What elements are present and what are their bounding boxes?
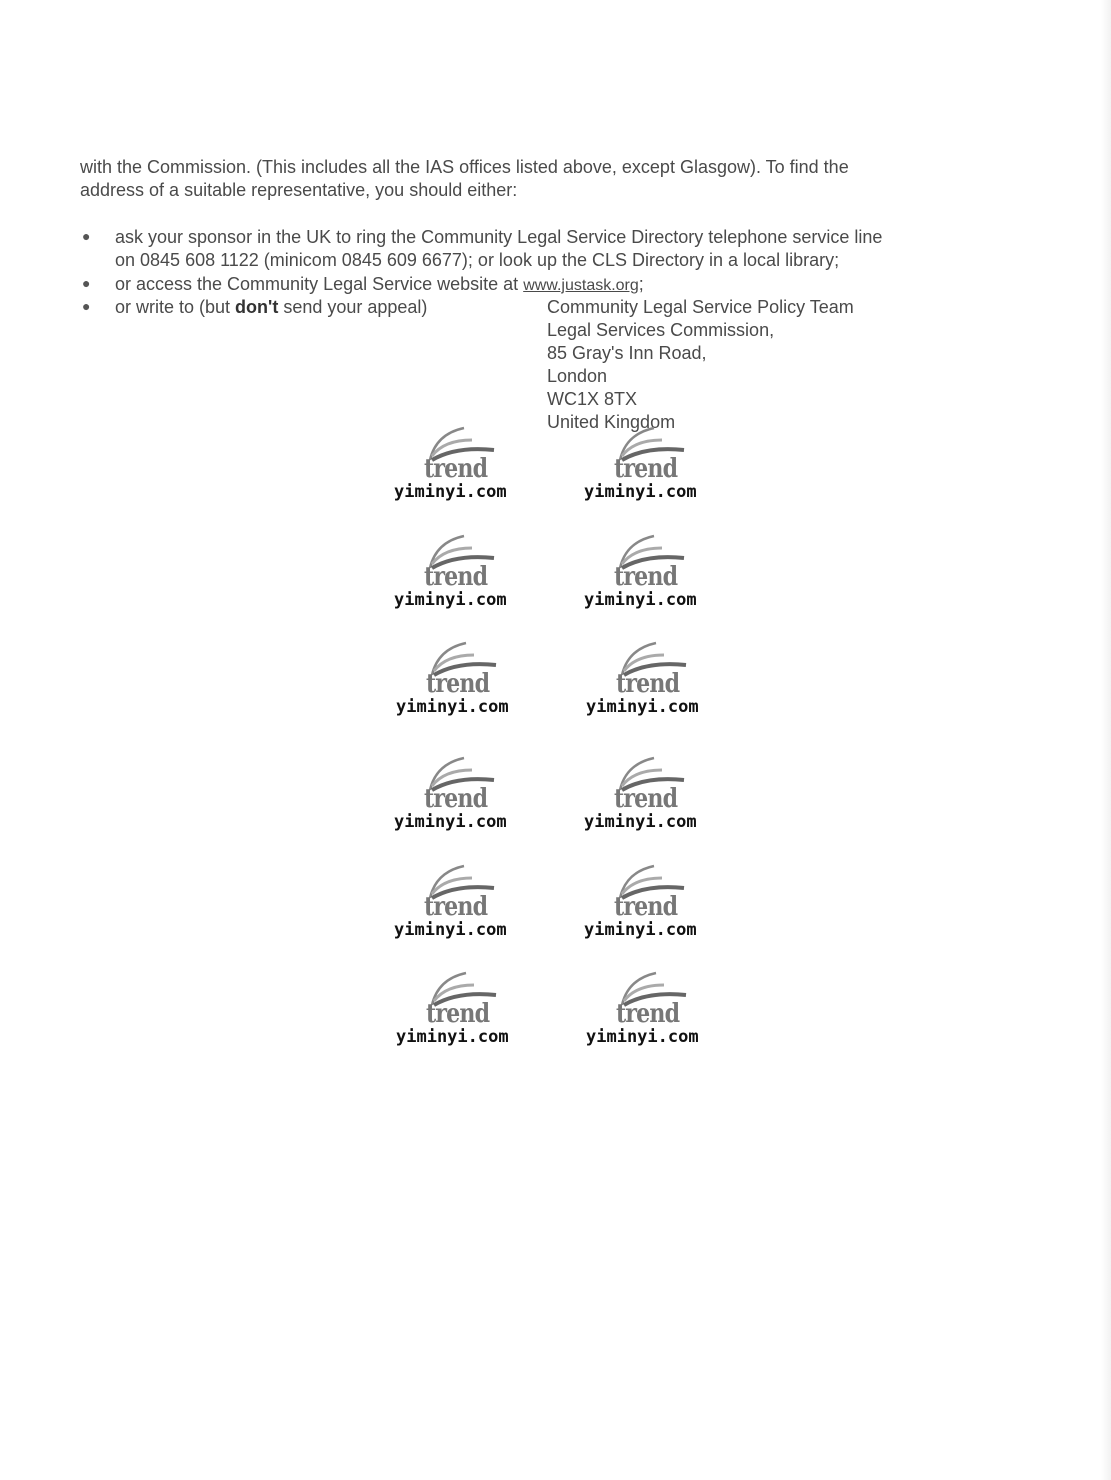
watermark	[584, 426, 724, 516]
watermark	[394, 756, 534, 846]
justask-link[interactable]: www.justask.org	[523, 277, 639, 294]
bullet-3-pre: or write to (but	[115, 297, 236, 317]
watermark	[394, 426, 534, 516]
bullet-icon: ●	[82, 275, 91, 291]
watermark-brand: trend	[614, 892, 678, 922]
watermark-site: yiminyi.com	[394, 812, 507, 832]
scan-edge	[1101, 0, 1111, 1480]
address-line: Legal Services Commission,	[547, 320, 775, 340]
watermark-site: yiminyi.com	[396, 697, 509, 717]
watermark-site: yiminyi.com	[394, 482, 507, 502]
watermark-brand: trend	[424, 892, 488, 922]
watermark	[586, 641, 726, 731]
watermark-site: yiminyi.com	[584, 920, 697, 940]
watermark-brand: trend	[426, 999, 490, 1029]
bullet-3	[115, 296, 427, 318]
watermark-brand: trend	[616, 669, 680, 699]
watermark	[396, 641, 536, 731]
watermark	[584, 864, 724, 954]
address-line: London	[547, 366, 608, 386]
watermark	[396, 971, 536, 1061]
bullet-icon: ●	[82, 298, 91, 314]
watermark-brand: trend	[426, 669, 490, 699]
watermark	[584, 534, 724, 624]
address-line: United Kingdom	[547, 412, 676, 432]
watermark-brand: trend	[614, 562, 678, 592]
watermark-brand: trend	[614, 454, 678, 484]
bullet-2-text: or access the Community Legal Service website at	[115, 274, 524, 294]
address-line: 85 Gray's Inn Road,	[547, 343, 707, 363]
watermark-site: yiminyi.com	[394, 920, 507, 940]
watermark-site: yiminyi.com	[394, 590, 507, 610]
watermark-site: yiminyi.com	[584, 590, 697, 610]
bullet-1-line-1: ask your sponsor in the UK to ring the Community Legal Service Directory telephone service line	[115, 227, 883, 247]
watermark	[394, 864, 534, 954]
bullet-icon: ●	[82, 228, 91, 244]
bullet-3-bold: don't	[235, 297, 279, 317]
bullet-2	[115, 273, 644, 297]
watermark	[584, 756, 724, 846]
watermark	[586, 971, 726, 1061]
paragraph-line-2: address of a suitable representative, you should either:	[80, 180, 518, 200]
address-line: Community Legal Service Policy Team	[547, 297, 854, 317]
watermark	[394, 534, 534, 624]
bullet-2-suffix: ;	[638, 274, 644, 294]
bullet-3-post: send your appeal)	[278, 297, 428, 317]
paragraph-line-1: with the Commission. (This includes all the IAS offices listed above, except Glasgow). To find the	[80, 157, 849, 177]
watermark-brand: trend	[616, 999, 680, 1029]
bullet-1-line-2: on 0845 608 1122 (minicom 0845 609 6677); or look up the CLS Directory in a local library;	[115, 250, 840, 270]
watermark-brand: trend	[424, 784, 488, 814]
watermark-brand: trend	[424, 454, 488, 484]
watermark-site: yiminyi.com	[584, 482, 697, 502]
watermark-brand: trend	[424, 562, 488, 592]
watermark-site: yiminyi.com	[586, 1027, 699, 1047]
watermark-brand: trend	[614, 784, 678, 814]
watermark-site: yiminyi.com	[396, 1027, 509, 1047]
watermark-site: yiminyi.com	[586, 697, 699, 717]
address-line: WC1X 8TX	[547, 389, 638, 409]
watermark-site: yiminyi.com	[584, 812, 697, 832]
